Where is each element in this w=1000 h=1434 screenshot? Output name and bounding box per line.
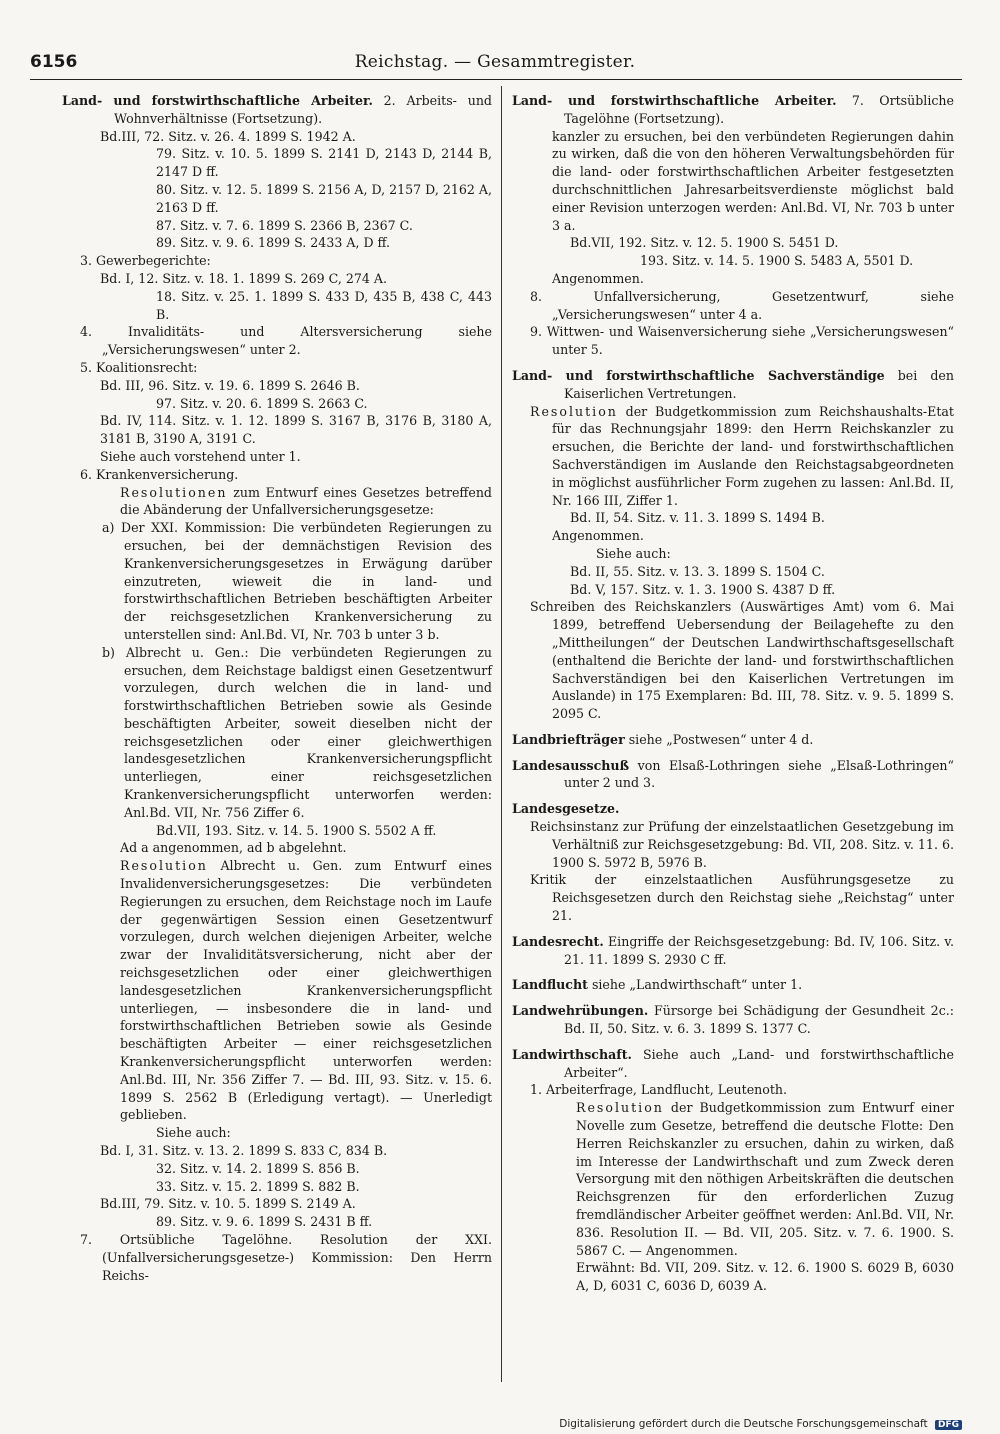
dfg-logo: DFG (935, 1420, 962, 1430)
reference-line: Bd.III, 79. Sitz. v. 10. 5. 1899 S. 2149 A. (100, 1196, 356, 1212)
entry-heading: Land- und forstwirthschaftliche Arbeiter. 7. Ortsübliche Tagelöhne (Fortsetzung). (512, 93, 954, 126)
right-column (512, 92, 954, 1295)
reference-line: Bd.VII, 192. Sitz. v. 12. 5. 1900 S. 5451 D. (570, 235, 839, 251)
resolution-text: Resolution Albrecht u. Gen. zum Entwurf eines Invalidenversicherungsgesetzes: Die verbündeten Regierungen zu ersuchen, dem Reichstage noch im Laufe der gegenwärtigen Session einen Gesetzentwurf vorzulegen, durch welchen diejenigen Arbeiter, welche zwar der Invaliditätsversicherung, nicht aber der reichsgesetzlichen oder einer gleichwerthigen landesgesetzlichen Krankenversicherungspflicht unterliegen, — insbesondere die in land- und forstwirthschaftlichen Betrieben sowie als Gesinde beschäftigten Arbeiter — einer reichsgesetzlichen Krankenversicherungspflicht unterworfen werden: Anl.Bd. III, Nr. 356 Ziffer 7. — Bd. III, 93. Sitz. v. 15. 6. 1899 S. 2562 B (Erledigung vertagt). — Unerledigt geblieben. (120, 858, 492, 1123)
footer-text: Digitalisierung gefördert durch die Deutsche Forschungsgemeinschaft (559, 1418, 928, 1430)
entry-heading: Land- und forstwirthschaftliche Arbeiter. 2. Arbeits- und Wohnverhältnisse (Fortsetzung). (62, 93, 492, 126)
page-number: 6156 (30, 52, 78, 72)
resolution-text: Resolution der Budgetkommission zum Entwurf einer Novelle zum Gesetze, betreffend die deutsche Flotte: Den Herren Reichskanzler zu ersuchen, dahin zu wirken, daß im Interesse der Landwirthschaft und zum Zweck deren Versorgung mit den nöthigen Arbeitskräften die deutschen Reichsgrenzen für den erforderlichen Zuzug fremdländischer Arbeiter geöffnet werden: Anl.Bd. VII, Nr. 836. Resolution II. — Bd. VII, 205. Sitz. v. 7. 6. 1900. S. 5867 C. — Angenommen. (576, 1100, 954, 1258)
reference-line: Bd.III, 72. Sitz. v. 26. 4. 1899 S. 1942 A. (100, 128, 356, 144)
entry-heading: Landesausschuß von Elsaß-Lothringen siehe „Elsaß-Lothringen“ unter 2 und 3. (512, 757, 954, 791)
column-divider (501, 86, 502, 1382)
see-also: Siehe auch: (596, 545, 671, 561)
resolution-text: Resolutionen zum Entwurf eines Gesetzes betreffend die Abänderung der Unfallversicherungsgesetze: (120, 484, 492, 518)
subsection-text: 7. Ortsübliche Tagelöhne. Resolution der XXI. (Unfallversicherungsgesetze-) Kommission: Den Herrn Reichs- (80, 1232, 492, 1283)
mentioned-text: Erwähnt: Bd. VII, 209. Sitz. v. 12. 6. 1900 S. 6029 B, 6030 A, D, 6031 C, 6036 D, 6039 A. (576, 1260, 954, 1294)
reference-line: Bd. II, 55. Sitz. v. 13. 3. 1899 S. 1504 C. (570, 563, 825, 579)
subsection-text: 4. Invaliditäts- und Altersversicherung siehe „Versicherungswesen“ unter 2. (80, 324, 492, 358)
reference-line: 89. Sitz. v. 9. 6. 1899 S. 2433 A, D ff. (156, 235, 391, 251)
reference-line: 89. Sitz. v. 9. 6. 1899 S. 2431 B ff. (156, 1214, 373, 1230)
resolution-item-a: a) Der XXI. Kommission: Die verbündeten Regierungen zu ersuchen, bei der demnächstigen Revision des Krankenversicherungsgesetzes in Erwägung darüber einzutreten, wieweit die in land- und forstwirthschaftlichen Betrieben beschäftigten Arbeiter der reichsgesetzlichen Krankenversicherung zu unterstellen sind: Anl.Bd. VI, Nr. 703 b unter 3 b. (102, 520, 492, 642)
resolution-text: Resolution der Budgetkommission zum Reichshaushalts-Etat für das Rechnungsjahr 1899: den Herrn Reichskanzler zu ersuchen, die Berichte der land- und forstwirthschaftlichen Sachverständigen im Auslande den Reichstagsabgeordneten in möglichst ausführlicher Form zugehen zu lassen: Anl.Bd. II, Nr. 166 III, Ziffer 1. (530, 403, 954, 508)
decision-text: Angenommen. (552, 528, 644, 544)
funding-footer (559, 1418, 962, 1430)
reference-line: 18. Sitz. v. 25. 1. 1899 S. 433 D, 435 B, 438 C, 443 B. (156, 288, 492, 322)
entry-heading: Landwehrübungen. Fürsorge bei Schädigung der Gesundheit 2c.: Bd. II, 50. Sitz. v. 6. 3. 1899 S. 1377 C. (512, 1003, 954, 1037)
decision-text: Angenommen. (552, 270, 644, 286)
resolution-item-b: b) Albrecht u. Gen.: Die verbündeten Regierungen zu ersuchen, dem Reichstage baldigst einen Gesetzentwurf vorzulegen, durch welchen die in land- und forstwirthschaftlichen Betrieben sowie als Gesinde beschäftigten Arbeiter, soweit dieselben nicht der reichsgesetzlichen oder einer gleichwerthigen landesgesetzlichen Krankenversicherungspflicht unterliegen, einer reichsgesetzlichen Krankenversicherungspflicht unterworfen werden: Anl.Bd. VII, Nr. 756 Ziffer 6. (102, 644, 492, 820)
subsection-label: 6. Krankenversicherung. (80, 466, 239, 482)
entry-heading: Land- und forstwirthschaftliche Sachverständige bei den Kaiserlichen Vertretungen. (512, 367, 954, 401)
reference-line: Bd. V, 157. Sitz. v. 1. 3. 1900 S. 4387 D ff. (570, 581, 836, 597)
subsection-label: 1. Arbeiterfrage, Landflucht, Leutenoth. (530, 1082, 788, 1098)
reference-line: Bd. I, 31. Sitz. v. 13. 2. 1899 S. 833 C, 834 B. (100, 1143, 388, 1159)
entry-heading: Landesgesetze. (512, 801, 620, 817)
letter-text: Schreiben des Reichskanzlers (Auswärtiges Amt) vom 6. Mai 1899, betreffend Uebersendung der Beilagehefte zu den „Mittheilungen“ der Deutschen Landwirthschaftsgesellschaft (enthaltend die Berichte der land- und forstwirthschaftlichen Sachverständigen bei den Kaiserlichen Vertretungen im Auslande) in 175 Exemplaren: Bd. III, 78. Sitz. v. 9. 5. 1899 S. 2095 C. (530, 599, 954, 722)
entry-heading: Landbriefträger siehe „Postwesen“ unter 4 d. (512, 731, 814, 747)
page-header (30, 52, 960, 76)
reference-line: 32. Sitz. v. 14. 2. 1899 S. 856 B. (156, 1160, 360, 1176)
entry-heading: Landwirthschaft. Siehe auch „Land- und forstwirthschaftliche Arbeiter“. (512, 1046, 954, 1080)
left-column (62, 92, 492, 1284)
running-title: Reichstag. — Gesammtregister. (354, 52, 636, 72)
entry-heading: Landesrecht. Eingriffe der Reichsgesetzgebung: Bd. IV, 106. Sitz. v. 21. 11. 1899 S. 2930 C ff. (512, 933, 954, 967)
body-text: Reichsinstanz zur Prüfung der einzelstaatlichen Gesetzgebung im Verhältniß zur Reichsgesetzgebung: Bd. VII, 208. Sitz. v. 11. 6. 1900 S. 5972 B, 5976 B. (530, 819, 954, 870)
reference-line: Bd. I, 12. Sitz. v. 18. 1. 1899 S. 269 C, 274 A. (100, 270, 387, 286)
reference-line: 97. Sitz. v. 20. 6. 1899 S. 2663 C. (156, 395, 368, 411)
reference-line: 33. Sitz. v. 15. 2. 1899 S. 882 B. (156, 1178, 360, 1194)
subsection-text: 8. Unfallversicherung, Gesetzentwurf, siehe „Versicherungswesen“ unter 4 a. (530, 288, 954, 322)
subsection-text: 9. Wittwen- und Waisenversicherung siehe „Versicherungswesen“ unter 5. (530, 324, 954, 358)
see-also: Siehe auch: (156, 1125, 231, 1141)
reference-line: 87. Sitz. v. 7. 6. 1899 S. 2366 B, 2367 C. (156, 217, 413, 233)
entry-heading: Landflucht siehe „Landwirthschaft“ unter 1. (512, 977, 803, 993)
body-text: kanzler zu ersuchen, bei den verbündeten Regierungen dahin zu wirken, daß die von den höheren Verwaltungsbehörden für die land- oder forstwirthschaftlichen Arbeiter festgesetzten durchschnittlichen Jahresarbeitsverdienste möglichst bald einer Revision unterzogen werden: Anl.Bd. VI, Nr. 703 b unter 3 a. (552, 128, 954, 233)
subsection-label: 3. Gewerbegerichte: (80, 253, 211, 269)
reference-line: 79. Sitz. v. 10. 5. 1899 S. 2141 D, 2143 D, 2144 B, 2147 D ff. (156, 146, 492, 180)
reference-line: Bd. II, 54. Sitz. v. 11. 3. 1899 S. 1494 B. (570, 510, 825, 526)
see-also: Siehe auch vorstehend unter 1. (100, 448, 301, 464)
body-text: Kritik der einzelstaatlichen Ausführungsgesetze zu Reichsgesetzen durch den Reichstag siehe „Reichstag“ unter 21. (530, 872, 954, 924)
subsection-label: 5. Koalitionsrecht: (80, 359, 198, 375)
reference-line: Bd. IV, 114. Sitz. v. 1. 12. 1899 S. 3167 B, 3176 B, 3180 A, 3181 B, 3190 A, 3191 C. (100, 413, 492, 447)
reference-line: 80. Sitz. v. 12. 5. 1899 S. 2156 A, D, 2157 D, 2162 A, 2163 D ff. (156, 181, 492, 215)
decision-text: Ad a angenommen, ad b abgelehnt. (120, 840, 347, 856)
reference-line: Bd. III, 96. Sitz. v. 19. 6. 1899 S. 2646 B. (100, 377, 360, 393)
reference-line: Bd.VII, 193. Sitz. v. 14. 5. 1900 S. 5502 A ff. (156, 822, 437, 838)
reference-line: 193. Sitz. v. 14. 5. 1900 S. 5483 A, 5501 D. (640, 253, 914, 269)
header-rule (30, 79, 962, 80)
